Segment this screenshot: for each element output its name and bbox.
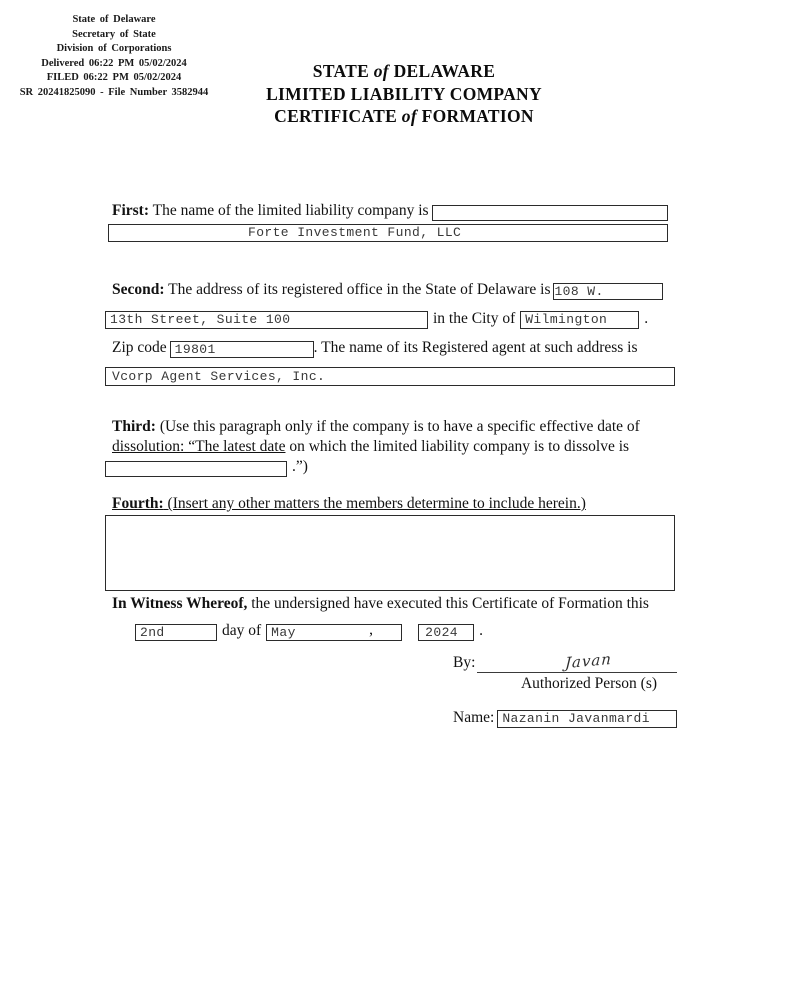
witness-label: In Witness Whereof, xyxy=(112,595,248,612)
company-name-value: Forte Investment Fund, LLC xyxy=(248,225,462,240)
name-label: Name: xyxy=(453,709,495,726)
dissolution-date-field[interactable] xyxy=(105,461,287,477)
city-field[interactable]: Wilmington xyxy=(520,311,639,329)
section-witness xyxy=(105,594,677,728)
dissolution-date-line xyxy=(105,457,677,477)
address-line2-field[interactable]: 13th Street, Suite 100 xyxy=(105,311,428,329)
third-label: Third: xyxy=(112,418,156,435)
by-label: By: xyxy=(453,654,476,671)
section-second xyxy=(105,280,677,386)
first-clause-text: First: The name of the limited liability company is xyxy=(112,202,429,219)
registered-agent-value: Vcorp Agent Services, Inc. xyxy=(112,368,326,384)
year-field[interactable]: 2024 xyxy=(418,624,474,641)
city-period: . xyxy=(644,310,649,327)
stamp-line-division: Division of Corporations xyxy=(56,43,172,55)
stamp-line-secretary: Secretary of State xyxy=(72,28,156,40)
date-comma: , xyxy=(369,624,374,638)
third-suffix: .”) xyxy=(292,458,308,475)
witness-clause-line: In Witness Whereof, the undersigned have executed this Certificate of Formation this xyxy=(112,595,649,612)
name-line xyxy=(453,708,677,728)
first-label: First: xyxy=(112,202,150,219)
section-fourth xyxy=(105,494,677,591)
address-city-line xyxy=(105,309,677,329)
dissolution-underlined-text: dissolution: “The latest date xyxy=(112,438,286,455)
fourth-heading: Fourth: (Insert any other matters the members determine to include herein.) xyxy=(112,495,586,512)
fourth-clause-line xyxy=(105,494,677,514)
second-clause-text: Second: The address of its registered office in the State of Delaware is xyxy=(112,281,551,298)
other-matters-field[interactable] xyxy=(105,515,675,591)
title-line-2: LIMITED LIABILITY COMPANY xyxy=(266,83,542,104)
document-body xyxy=(105,201,677,728)
city-label: in the City of xyxy=(433,310,516,327)
authorized-person-name-field[interactable]: Nazanin Javanmardi xyxy=(497,710,677,728)
document-title xyxy=(0,60,808,128)
zip-agent-line xyxy=(105,338,677,358)
fourth-label: Fourth: xyxy=(112,495,164,512)
third-clause-line2: dissolution: “The latest date on which the limited liability company is to dissolve is xyxy=(112,438,630,455)
title-line-1: STATE of DELAWARE xyxy=(312,61,496,81)
stamp-line-delivered: Delivered 06:22 PM 05/02/2024 xyxy=(41,57,187,69)
address-line1-field[interactable]: 108 W. xyxy=(553,283,663,300)
stamp-line-sr-file-number: SR 20241825090 - File Number 3582944 xyxy=(19,86,209,98)
stamp-line-state: State of Delaware xyxy=(72,14,156,25)
stamp-line-filed: FILED 06:22 PM 05/02/2024 xyxy=(46,72,182,84)
second-label: Second: xyxy=(112,281,165,298)
section-third xyxy=(105,417,677,477)
by-line xyxy=(453,649,677,673)
signature-line[interactable] xyxy=(477,649,677,673)
company-name-field[interactable] xyxy=(108,224,668,242)
authorized-person-signature: Javan xyxy=(565,649,613,673)
first-clause-line xyxy=(105,201,668,221)
registered-agent-field[interactable] xyxy=(105,367,675,386)
title-line-3: CERTIFICATE of FORMATION xyxy=(274,106,534,126)
zip-label: Zip code xyxy=(112,339,167,356)
day-field[interactable]: 2nd xyxy=(135,624,217,641)
date-period: . xyxy=(479,622,484,639)
month-field[interactable]: May , xyxy=(266,624,402,641)
zip-field[interactable]: 19801 xyxy=(170,341,314,358)
authorized-person-label: Authorized Person (s) xyxy=(520,675,658,692)
execution-date-line xyxy=(135,623,677,641)
company-name-field-line1[interactable] xyxy=(432,205,668,221)
section-first xyxy=(105,201,677,242)
third-clause-line1: Third: (Use this paragraph only if the company is to have a specific effective date of xyxy=(112,418,640,435)
second-clause-line xyxy=(105,280,663,300)
day-of-label: day of xyxy=(222,622,262,639)
agent-clause-text: . The name of its Registered agent at such address is xyxy=(313,339,638,356)
